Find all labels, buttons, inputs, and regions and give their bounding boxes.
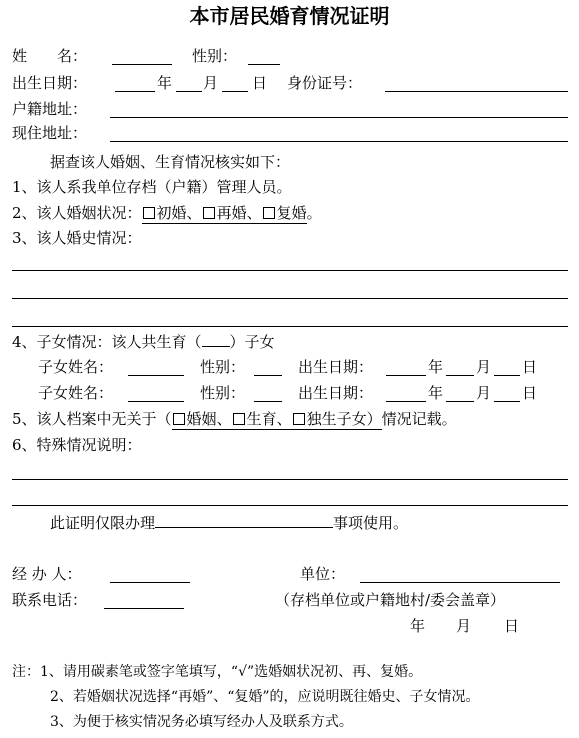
special-note-line-1[interactable] [12,479,568,480]
birth-year-unit: 年 [157,74,173,92]
child-2-day-field[interactable] [494,401,520,402]
marital-options [142,204,307,224]
phone-field[interactable] [104,608,184,609]
phone-label: 联系电话： [12,591,88,609]
birth-label: 出生日期： [12,74,88,92]
item-4 [12,332,275,351]
remarriage-checkbox[interactable] [203,207,215,219]
first-marriage-checkbox[interactable] [143,207,155,219]
item-4-prefix: 4、子女情况：该人共生育（ [12,333,202,351]
name-label: 姓 名： [12,47,88,65]
birth-record-label: 生育 [246,410,277,428]
separator: 、 [276,410,292,428]
only-child-record-label: 独生子女 [306,410,367,428]
note-2: 2、若婚姻状况选择“再婚”、“复婚”的，应说明既往婚史、子女情况。 [50,689,480,705]
household-label: 户籍地址： [12,100,88,118]
birth-record-checkbox[interactable] [233,413,245,425]
gender-label: 性别： [192,47,238,65]
page-title: 本市居民婚育情况证明 [189,4,390,28]
child-1-gender-field[interactable] [254,375,282,376]
item-2-end: 。 [306,204,322,222]
limit-suffix: 事项使用。 [333,514,409,532]
child-2-year-unit: 年 [428,384,444,402]
child-1-day-unit: 日 [522,358,538,376]
marriage-history-line-1[interactable] [12,270,568,271]
item-5-close: ） [366,410,382,428]
verify-intro: 据查该人婚姻、生育情况核实如下： [50,153,291,171]
gender-field[interactable] [248,64,280,65]
child-2-day-unit: 日 [522,384,538,402]
item-2-prefix: 2、该人婚姻状况： [12,204,142,222]
id-field[interactable] [385,91,568,92]
limit-prefix: 此证明仅限办理 [50,514,156,532]
only-child-record-checkbox[interactable] [293,413,305,425]
child-2-name-label: 子女姓名： [38,384,114,402]
item-6: 6、特殊情况说明： [12,436,142,454]
item-1: 1、该人系我单位存档（户籍）管理人员。 [12,178,292,196]
separator: 、 [216,410,232,428]
child-2-year-field[interactable] [386,401,426,402]
child-2-month-unit: 月 [476,384,492,402]
birth-year-field[interactable] [115,91,155,92]
item-5 [12,410,457,428]
child-2-name-field[interactable] [128,401,184,402]
child-1-day-field[interactable] [494,375,520,376]
name-field[interactable] [112,64,172,65]
item-4-suffix: ）子女 [229,333,275,351]
matter-field[interactable] [155,513,333,528]
marriage-record-checkbox[interactable] [173,413,185,425]
child-2-gender-label: 性别： [200,384,246,402]
child-1-year-field[interactable] [386,375,426,376]
note-1: 注：1、请用碳素笔或签字笔填写，“√”选婚姻状况初、再、复婚。 [12,664,423,680]
handler-label: 经 办 人： [12,565,82,583]
unit-label: 单位： [300,565,346,583]
item-5-suffix: 情况记载。 [381,410,457,428]
limit-statement [50,513,408,532]
child-2-birth-label: 出生日期： [298,384,374,402]
sign-year: 年 [410,617,426,635]
residence-label: 现住地址： [12,124,88,142]
item-5-prefix: 5、该人档案中无关于（ [12,410,172,428]
marriage-record-label: 婚姻 [186,410,217,428]
child-2-month-field[interactable] [446,401,474,402]
child-1-year-unit: 年 [428,358,444,376]
child-2-gender-field[interactable] [254,401,282,402]
child-1-month-unit: 月 [476,358,492,376]
residence-field[interactable] [110,141,568,142]
marriage-history-line-3[interactable] [12,326,568,327]
unit-field[interactable] [360,582,560,583]
item-3: 3、该人婚史情况： [12,229,142,247]
child-1-gender-label: 性别： [200,358,246,376]
child-1-month-field[interactable] [446,375,474,376]
special-note-line-2[interactable] [12,505,568,506]
child-1-name-label: 子女姓名： [38,358,114,376]
first-marriage-label: 初婚、 [156,204,202,222]
item-2 [12,204,322,222]
remarriage-label: 再婚、 [216,204,262,222]
child-count-field[interactable] [202,332,230,347]
sign-month: 月 [456,617,472,635]
marriage-history-line-2[interactable] [12,298,568,299]
birth-month-unit: 月 [203,74,219,92]
id-label: 身份证号： [287,74,363,92]
household-field[interactable] [110,117,568,118]
birth-day-unit: 日 [252,74,268,92]
note-3: 3、为便于核实情况务必填写经办人及联系方式。 [50,714,353,730]
sign-day: 日 [504,617,520,635]
birth-day-field[interactable] [222,91,248,92]
child-1-birth-label: 出生日期： [298,358,374,376]
child-1-name-field[interactable] [128,375,184,376]
reunion-marriage-label: 复婚 [276,204,307,222]
handler-field[interactable] [110,582,190,583]
birth-month-field[interactable] [176,91,202,92]
reunion-marriage-checkbox[interactable] [263,207,275,219]
seal-note: （存档单位或户籍地村/委会盖章） [275,591,506,609]
record-options [172,410,382,430]
